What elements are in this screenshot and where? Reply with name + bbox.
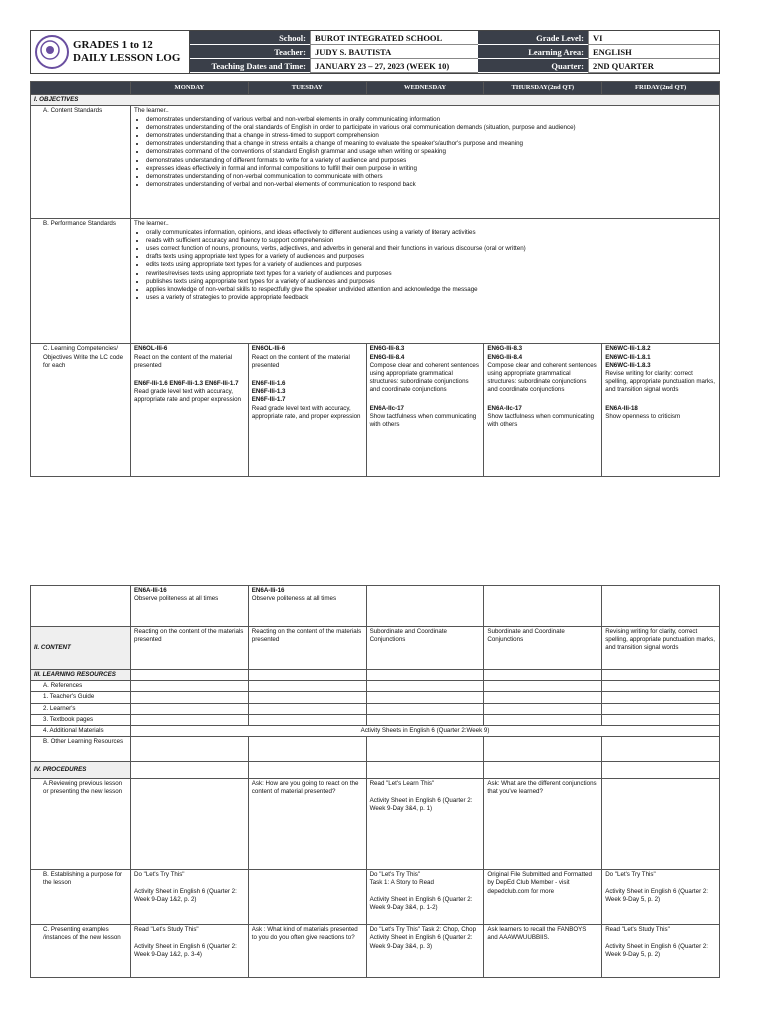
standard-item: • demonstrates command of the conventions of standard English grammar and usage when writing or speaking bbox=[146, 148, 716, 156]
section-procedures: IV. PROCEDURES bbox=[31, 762, 131, 779]
procedure-cell: Read "Let's Study This" Activity Sheet in English 6 (Quarter 2: Week 9-Day 1&2, p. 3-4) bbox=[131, 925, 249, 978]
standard-item: • reads with sufficient accuracy and fluency to support comprehension bbox=[146, 237, 716, 245]
day-friday: FRIDAY(2nd QT) bbox=[602, 82, 720, 95]
competency-text-2: Show tactfulness when communicating with others bbox=[487, 412, 595, 429]
day-thursday: THURSDAY(2nd QT) bbox=[484, 82, 602, 95]
content-row bbox=[31, 627, 720, 670]
procedure-cell: Ask: How are you going to react on the content of material presented? bbox=[248, 779, 366, 870]
title-line-2: DAILY LESSON LOG bbox=[73, 52, 181, 64]
standard-item: • demonstrates understanding of different formats to write for a variety of audience and purposes bbox=[146, 157, 716, 165]
competency-code: EN6WC-IIi-1.8.2 EN6WC-IIi-1.8.1 EN6WC-IIi-1.8.3 bbox=[605, 345, 651, 369]
procedure-cell: Original File Submitted and Formatted by DepEd Club Member - visit depedclub.com for more bbox=[484, 870, 602, 925]
log-title bbox=[73, 39, 180, 65]
content-standards-label: A. Content Standards bbox=[31, 106, 131, 219]
examples-label: C. Presenting examples /instances of the new lesson bbox=[31, 925, 131, 978]
content-standards-list bbox=[134, 116, 716, 190]
competency-text-2: Read grade level text with accuracy, appropriate rate and proper expression bbox=[134, 388, 241, 404]
content-cell: Subordinate and Coordinate Conjunctions bbox=[484, 627, 602, 670]
performance-standards-row bbox=[31, 219, 720, 344]
continued-competencies-row bbox=[31, 586, 720, 627]
competencies-label: C. Learning Competencies/ Objectives Write the LC code for each bbox=[31, 344, 131, 477]
header-fields bbox=[190, 31, 719, 73]
standard-item: • demonstrates understanding of verbal and non-verbal elements of communication to respond back bbox=[146, 181, 716, 189]
lesson-log-page-2 bbox=[30, 585, 720, 978]
grade-label: Grade Level: bbox=[478, 31, 588, 45]
standard-item: • demonstrates understanding that a change in stress entails a change of meaning to evaluate the speaker's/author's purpose and meaning bbox=[146, 140, 716, 148]
deped-seal-icon bbox=[35, 35, 69, 69]
content-cell: Reacting on the content of the materials presented bbox=[131, 627, 249, 670]
competency-text: React on the content of the material presented bbox=[134, 353, 233, 369]
standard-item: • publishes texts using appropriate text types for a variety of audiences and purposes bbox=[146, 278, 716, 286]
learners-label: 2. Learner's bbox=[31, 703, 131, 714]
competency-cell bbox=[248, 586, 366, 627]
standard-item: • demonstrates understanding of non-verbal communication to communicate with others bbox=[146, 173, 716, 181]
additional-materials-row bbox=[31, 726, 720, 737]
section-objectives: I. OBJECTIVES bbox=[31, 95, 720, 106]
textbook-label: 3. Textbook pages bbox=[31, 714, 131, 725]
content-standards-cell bbox=[131, 106, 720, 219]
procedure-cell: Ask: What are the different conjunctions that you've learned? bbox=[484, 779, 602, 870]
competency-code-2: EN6F-IIi-1.6 EN6F-IIi-1.3 EN6F-IIi-1.7 bbox=[251, 380, 286, 404]
performance-standards-cell bbox=[131, 219, 720, 344]
procedure-cell: Do "Let's Try This" Activity Sheet in English 6 (Quarter 2: Week 9-Day 1&2, p. 2) bbox=[131, 870, 249, 925]
competency-code: EN6A-IIi-16 bbox=[251, 587, 285, 594]
title-line-1: GRADES 1 to 12 bbox=[73, 39, 153, 51]
dates-label: Teaching Dates and Time: bbox=[190, 59, 310, 73]
teacher-value: JUDY S. BAUTISTA bbox=[310, 45, 478, 59]
teachers-guide-label: 1. Teacher's Guide bbox=[31, 692, 131, 703]
standard-item: • drafts texts using appropriate text types for a variety of audiences and purposes bbox=[146, 253, 716, 261]
competency-code: EN6G-IIi-8.3 EN6G-IIi-8.4 bbox=[487, 345, 523, 361]
section-content: II. CONTENT bbox=[31, 627, 131, 670]
procedure-cell bbox=[131, 779, 249, 870]
content-cell: Revising writing for clarity, correct spelling, appropriate punctuation marks, and transition signal words bbox=[602, 627, 720, 670]
purpose-row bbox=[31, 870, 720, 925]
grade-value: VI bbox=[588, 31, 719, 45]
school-value: BUROT INTEGRATED SCHOOL bbox=[310, 31, 478, 45]
standard-item: • demonstrates understanding of various verbal and non-verbal elements in orally communicating information bbox=[146, 116, 716, 124]
standard-item: • edits texts using appropriate text types for a variety of audiences and purposes bbox=[146, 261, 716, 269]
competency-code: EN6G-IIi-8.3 EN6G-IIi-8.4 bbox=[369, 345, 405, 361]
section-resources: III. LEARNING RESOURCES bbox=[31, 670, 131, 681]
purpose-label: B. Establishing a purpose for the lesson bbox=[31, 870, 131, 925]
procedure-cell: Ask : What kind of materials presented to you do you often give reactions to? bbox=[248, 925, 366, 978]
blank-label-cell bbox=[31, 586, 131, 627]
procedure-cell bbox=[602, 779, 720, 870]
references-label: A. References bbox=[31, 681, 131, 692]
lesson-log-page-1 bbox=[30, 30, 720, 477]
procedure-cell: Do "Let's Try This" Activity Sheet in English 6 (Quarter 2: Week 9-Day 5, p. 2) bbox=[602, 870, 720, 925]
school-label: School: bbox=[190, 31, 310, 45]
performance-standards-label: B. Performance Standards bbox=[31, 219, 131, 344]
competency-cell bbox=[366, 344, 484, 477]
procedure-cell: Read "Let's Learn This" Activity Sheet in English 6 (Quarter 2: Week 9-Day 3&4, p. 1) bbox=[366, 779, 484, 870]
day-header-row bbox=[31, 82, 720, 95]
content-cell: Reacting on the content of the materials presented bbox=[248, 627, 366, 670]
procedure-cell bbox=[248, 870, 366, 925]
standard-item: • demonstrates understanding that a change in stress-timed to support comprehension bbox=[146, 132, 716, 140]
objectives-table bbox=[30, 81, 720, 477]
procedure-cell: Ask learners to recall the FANBOYS and AAAWWUUBBIIS. bbox=[484, 925, 602, 978]
standard-item: • expresses ideas effectively in formal and informal compositions to fulfill their own purpose in writing bbox=[146, 165, 716, 173]
log-title-block bbox=[31, 31, 190, 73]
competency-text: Compose clear and coherent sentences using appropriate grammatical structures: subordinate conjunctions and coordinate conjunctions bbox=[369, 361, 479, 394]
competency-cell bbox=[602, 586, 720, 627]
procedure-cell: Do "Let's Try This" Task 1: A Story to Read Activity Sheet in English 6 (Quarter 2: Week 9-Day 3&4, p. 1-2) bbox=[366, 870, 484, 925]
standard-item: • rewrites/revises texts using appropriate text types for a variety of audiences and purposes bbox=[146, 270, 716, 278]
competency-text: Observe politeness at all times bbox=[134, 595, 219, 603]
competency-text: Revise writing for clarity: correct spelling, appropriate punctuation marks, and transition signal words bbox=[605, 370, 715, 394]
competency-cell bbox=[131, 344, 249, 477]
competency-cell bbox=[602, 344, 720, 477]
competency-text: React on the content of the material presented bbox=[251, 353, 350, 369]
competency-code-2: EN6F-IIi-1.6 EN6F-IIi-1.3 EN6F-IIi-1.7 bbox=[134, 380, 239, 388]
competency-cell bbox=[484, 344, 602, 477]
competency-code-2: EN6A-IIi-18 bbox=[605, 404, 638, 412]
day-wednesday: WEDNESDAY bbox=[366, 82, 484, 95]
standard-item: • orally communicates information, opinions, and ideas effectively to different audiences using a variety of literary activities bbox=[146, 229, 716, 237]
competency-cell bbox=[484, 586, 602, 627]
performance-standards-list bbox=[134, 229, 716, 303]
procedure-cell: Read "Let's Study This" Activity Sheet in English 6 (Quarter 2: Week 9-Day 5, p. 2) bbox=[602, 925, 720, 978]
procedures-table bbox=[30, 585, 720, 978]
day-monday: MONDAY bbox=[131, 82, 249, 95]
competencies-row bbox=[31, 344, 720, 477]
quarter-value: 2ND QUARTER bbox=[588, 59, 719, 73]
content-standards-row bbox=[31, 106, 720, 219]
review-label: A.Reviewing previous lesson or presenting the new lesson bbox=[31, 779, 131, 870]
content-cell: Subordinate and Coordinate Conjunctions bbox=[366, 627, 484, 670]
other-resources-label: B. Other Learning Resources bbox=[31, 737, 131, 762]
competency-cell bbox=[248, 344, 366, 477]
competency-text-2: Read grade level text with accuracy, appropriate rate, and proper expression bbox=[251, 404, 361, 420]
competency-code: EN6OL-IIi-6 bbox=[134, 345, 168, 353]
competency-text-2: Show openness to criticism bbox=[605, 412, 681, 420]
competency-code-2: EN6A-IIc-17 bbox=[369, 404, 404, 412]
competency-text: Compose clear and coherent sentences using appropriate grammatical structures: subordinate conjunctions and coordinate conjunctions bbox=[487, 361, 597, 394]
standard-item: • uses a variety of strategies to provide appropriate feedback bbox=[146, 294, 716, 302]
standard-item: • demonstrates understanding of the oral standards of English in order to participate in various oral communication demands (situation, purpose and audience) bbox=[146, 124, 716, 132]
content-intro: The learner.. bbox=[134, 107, 169, 115]
day-tuesday: TUESDAY bbox=[248, 82, 366, 95]
review-row bbox=[31, 779, 720, 870]
dates-value: JANUARY 23 – 27, 2023 (WEEK 10) bbox=[310, 59, 478, 73]
standard-item: • uses correct function of nouns, pronouns, verbs, adjectives, and adverbs in general and their functions in various discourse (oral or written) bbox=[146, 245, 716, 253]
performance-intro: The learner.. bbox=[134, 220, 169, 228]
competency-text: Observe politeness at all times bbox=[251, 595, 337, 603]
examples-row bbox=[31, 925, 720, 978]
additional-materials-value: Activity Sheets in English 6 (Quarter 2:Week 9) bbox=[131, 726, 720, 737]
teacher-label: Teacher: bbox=[190, 45, 310, 59]
competency-text-2: Show tactfulness when communicating with others bbox=[369, 412, 477, 429]
area-value: ENGLISH bbox=[588, 45, 719, 59]
competency-code: EN6OL-IIi-6 bbox=[251, 345, 286, 353]
log-header bbox=[30, 30, 720, 74]
competency-code: EN6A-IIi-16 bbox=[134, 587, 167, 594]
procedure-cell: Do "Let's Try This" Task 2: Chop, Chop Activity Sheet in English 6 (Quarter 2: Week 9-Day 3&4, p. 3) bbox=[366, 925, 484, 978]
competency-code-2: EN6A-IIc-17 bbox=[487, 404, 522, 412]
corner-cell bbox=[31, 82, 131, 95]
quarter-label: Quarter: bbox=[478, 59, 588, 73]
standard-item: • applies knowledge of non-verbal skills to respectfully give the speaker undivided attention and acknowledge the message bbox=[146, 286, 716, 294]
competency-cell bbox=[131, 586, 249, 627]
area-label: Learning Area: bbox=[478, 45, 588, 59]
competency-cell bbox=[366, 586, 484, 627]
additional-materials-label: 4. Additional Materials bbox=[31, 726, 131, 737]
